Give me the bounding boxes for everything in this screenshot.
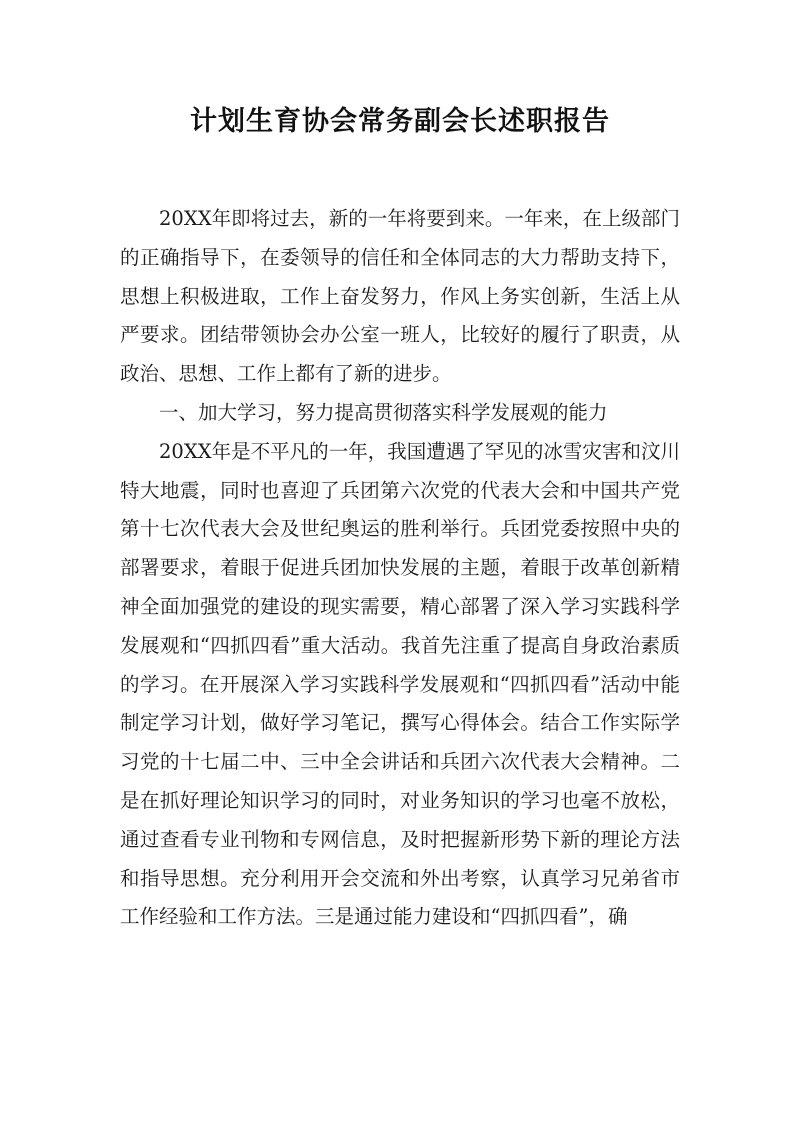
intro-paragraph: 20XX年即将过去，新的一年将要到来。一年来，在上级部门的正确指导下，在委领导的信任和全体同志的大力帮助支持下，思想上积极进取，工作上奋发努力，作风上务实创新，生活上从严要求。团结带领协会办公室一班人，比较好的履行了职责，从政治、思想、工作上都有了新的进步。 <box>120 207 680 386</box>
section-heading-1: 一、加大学习，努力提高贯彻落实科学发展观的能力 <box>159 400 608 424</box>
section-1-paragraph: 20XX年是不平凡的一年，我国遭遇了罕见的冰雪灾害和汶川特大地震，同时也喜迎了兵团第六次党的代表大会和中国共产党第十七次代表大会及世纪奥运的胜利举行。兵团党委按照中央的部署要求，着眼于促进兵团加快发展的主题，着眼于改革创新精神全面加强党的建设的现实需要，精心部署了深入学习实践科学发展观和“四抓四看”重大活动。我首先注重了提高自身政治素质的学习。在开展深入学习实践科学发展观和“四抓四看”活动中能制定学习计划，做好学习笔记，撰写心得体会。结合工作实际学习党的十七届二中、三中全会讲话和兵团六次代表大会精神。二是在抓好理论知识学习的同时，对业务知识的学习也毫不放松，通过查看专业刊物和专网信息，及时把握新形势下新的理论方法和指导思想。充分利用开会交流和外出考察，认真学习兄弟省市工作经验和工作方法。三是通过能力建设和“四抓四看”，确 <box>120 439 680 929</box>
document-title: 计划生育协会常务副会长述职报告 <box>190 106 610 137</box>
document-body <box>120 200 680 937</box>
